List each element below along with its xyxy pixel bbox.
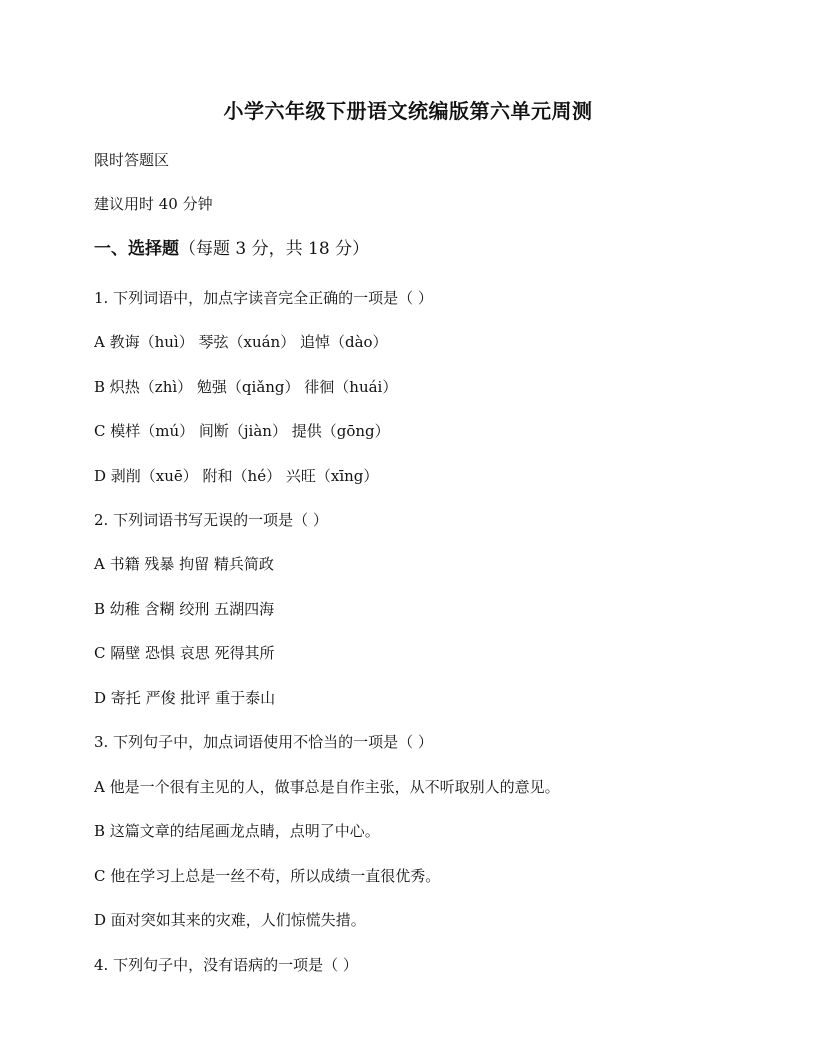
question-stem: 2. 下列词语书写无误的一项是（ ） [94,511,328,529]
question-stem: 3. 下列句子中，加点词语使用不恰当的一项是（ ） [94,733,433,751]
question-option: B 这篇文章的结尾画龙点睛，点明了中心。 [94,822,380,840]
question-option: B 炽热（zhì） 勉强（qiǎng） 徘徊（huái） [94,378,398,396]
question-option: D 面对突如其来的灾难，人们惊慌失措。 [94,911,366,929]
question-option: A 书籍 残暴 拘留 精兵简政 [94,555,274,573]
section-title: 一、选择题 [94,239,179,259]
question-option: A 他是一个很有主见的人，做事总是自作主张，从不听取别人的意见。 [94,778,560,796]
suggested-time-label: 建议用时 40 分钟 [94,195,213,213]
time-limit-label: 限时答题区 [94,151,170,169]
section-score-note: （每题 3 分，共 18 分） [179,239,370,259]
question-option: A 教诲（huì） 琴弦（xuán） 追悼（dào） [94,333,388,351]
question-option: C 隔壁 恐惧 哀思 死得其所 [94,644,275,662]
question-option: C 他在学习上总是一丝不苟，所以成绩一直很优秀。 [94,867,441,885]
question-option: D 寄托 严俊 批评 重于泰山 [94,689,276,707]
section-heading [94,239,369,259]
document-title: 小学六年级下册语文统编版第六单元周测 [223,99,593,123]
question-stem: 1. 下列词语中，加点字读音完全正确的一项是（ ） [94,289,433,307]
question-stem: 4. 下列句子中，没有语病的一项是（ ） [94,956,358,974]
question-option: B 幼稚 含糊 绞刑 五湖四海 [94,600,275,618]
question-option: C 模样（mú） 间断（jiàn） 提供（gōng） [94,422,390,440]
question-option: D 剥削（xuē） 附和（hé） 兴旺（xīng） [94,467,379,485]
